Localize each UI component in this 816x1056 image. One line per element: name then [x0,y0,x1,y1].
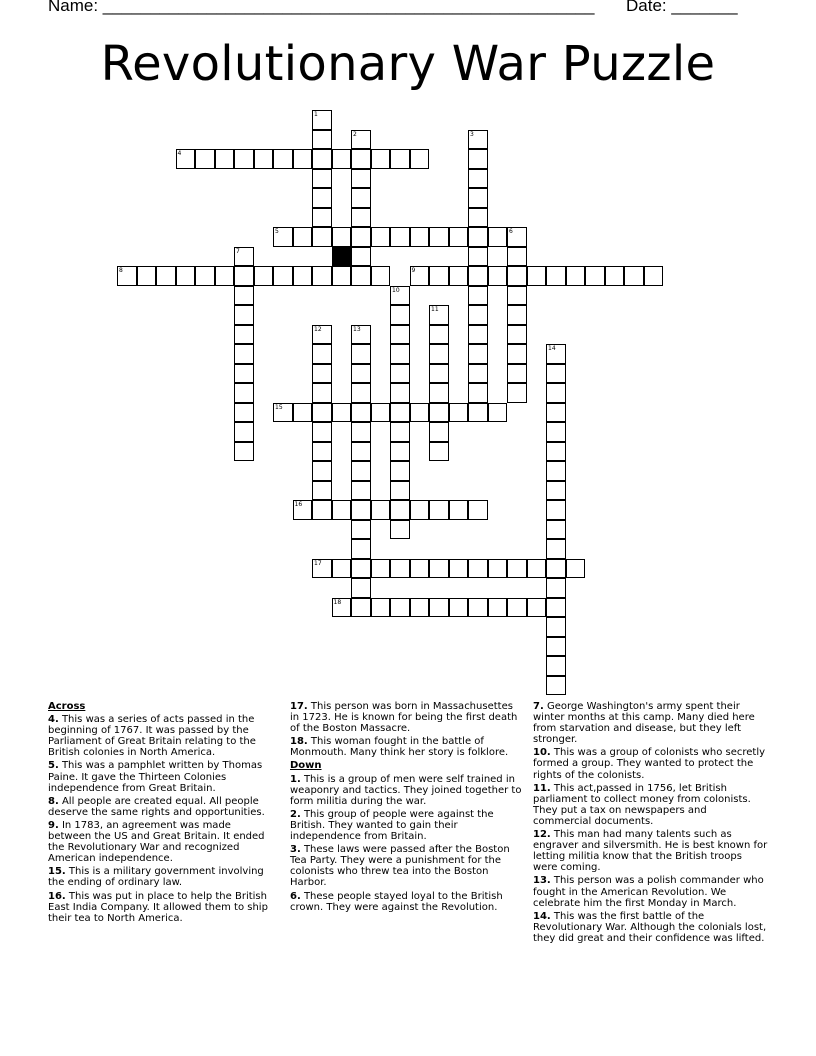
grid-cell[interactable] [351,539,371,559]
grid-cell[interactable] [312,559,332,579]
grid-cell[interactable] [351,422,371,442]
grid-cell[interactable] [468,344,488,364]
grid-cell[interactable] [254,149,274,169]
grid-cell[interactable] [546,364,566,384]
grid-cell[interactable] [351,403,371,423]
grid-cell[interactable] [410,403,430,423]
clues-column-1 [48,701,274,926]
grid-cell[interactable] [293,266,313,286]
grid-cell[interactable] [312,364,332,384]
grid-cell[interactable] [312,403,332,423]
grid-cell[interactable] [273,149,293,169]
grid-cell[interactable] [488,559,508,579]
grid-cell[interactable] [410,598,430,618]
grid-cell[interactable] [546,344,566,364]
grid-cell[interactable] [390,442,410,462]
grid-cell[interactable] [429,500,449,520]
grid-cell[interactable] [546,481,566,501]
clue-number: 13 [353,325,361,333]
grid-cell[interactable] [273,227,293,247]
grid-cell[interactable] [234,325,254,345]
grid-cell[interactable] [312,227,332,247]
clue-across-9: 9. In 1783, an agreement was made between the US and Great Britain. It ended the Revolutionary War and recognized American independence. [48,819,265,865]
grid-cell[interactable] [468,403,488,423]
grid-cell[interactable] [468,266,488,286]
grid-cell[interactable] [429,383,449,403]
grid-cell[interactable] [449,227,469,247]
puzzle-title: Revolutionary War Puzzle [100,36,716,92]
grid-cell[interactable] [234,149,254,169]
grid-cell[interactable] [351,169,371,189]
grid-cell[interactable] [371,266,391,286]
grid-cell[interactable] [390,364,410,384]
clue-down-14: 14. This was the first battle of the Revolutionary War. Although the colonials lost, they did great and their confidence was lifted. [533,910,767,944]
clue-number: 12 [314,325,322,333]
grid-cell[interactable] [468,188,488,208]
grid-cell[interactable] [527,598,547,618]
clue-number: 5 [275,228,279,235]
grid-cell[interactable] [390,403,410,423]
grid-cell[interactable] [371,227,391,247]
grid-cell[interactable] [390,598,410,618]
grid-cell[interactable] [546,422,566,442]
grid-cell[interactable] [351,500,371,520]
grid-cell[interactable] [351,208,371,228]
grid-cell[interactable] [351,247,371,267]
grid-cell[interactable] [644,266,664,286]
clue-number: 9 [411,267,416,274]
grid-cell[interactable] [390,344,410,364]
grid-cell[interactable] [429,344,449,364]
grid-cell[interactable] [429,227,449,247]
grid-cell[interactable] [507,598,527,618]
grid-cell[interactable] [507,247,527,267]
grid-cell[interactable] [546,500,566,520]
grid-cell[interactable] [527,266,547,286]
grid-cell[interactable] [234,344,254,364]
grid-cell[interactable] [507,305,527,325]
grid-cell[interactable] [293,403,313,423]
grid-cell[interactable] [117,266,137,286]
grid-cell[interactable] [468,383,488,403]
clue-number: 6 [509,228,513,235]
clue-number: 11 [431,306,439,313]
grid-cell[interactable] [312,130,332,150]
grid-cell[interactable] [371,559,391,579]
grid-cell[interactable] [390,149,410,169]
grid-cell[interactable] [507,559,527,579]
grid-cell[interactable] [507,383,527,403]
grid-cell[interactable] [546,676,566,696]
grid-cell[interactable] [546,656,566,676]
grid-cell[interactable] [312,188,332,208]
grid-cell[interactable] [234,403,254,423]
clue-down-12: 12. This man had many talents such as engraver and silversmith. He is best known for letting militia know that the British troops were coming. [533,829,768,874]
clue-number: 4 [177,150,182,157]
grid-cell[interactable] [449,559,469,579]
grid-cell[interactable] [410,227,430,247]
grid-cell[interactable] [449,403,469,423]
name-field[interactable]: Name: ____________________________________________________ [48,0,595,15]
grid-cell[interactable] [507,364,527,384]
grid-cell[interactable] [371,403,391,423]
grid-cell[interactable] [429,403,449,423]
grid-cell[interactable] [488,403,508,423]
grid-cell[interactable] [468,325,488,345]
grid-cell[interactable] [429,422,449,442]
grid-cell[interactable] [351,149,371,169]
across-heading: Across [48,701,86,712]
clues-column-3 [533,701,768,946]
clue-down-6: 6. These people stayed loyal to the British crown. They were against the Revolution. [290,890,503,913]
grid-cell[interactable] [351,364,371,384]
grid-cell[interactable] [371,598,391,618]
clue-across-4: 4. This was a series of acts passed in the beginning of 1767. It was passed by the Parliament of Great Britain relating to the British colonies in North America. [48,714,256,759]
grid-cell[interactable] [468,130,488,150]
clue-number: 1 [314,111,318,118]
grid-cell[interactable] [312,344,332,364]
grid-cell[interactable] [137,266,157,286]
grid-cell[interactable] [351,344,371,364]
grid-cell[interactable] [273,403,293,423]
clue-number: 15 [275,403,283,411]
clue-number: 16 [294,501,303,508]
clue-number: 8 [119,267,123,274]
grid-cell[interactable] [293,227,313,247]
grid-cell[interactable] [507,266,527,286]
grid-cell[interactable] [527,559,547,579]
grid-cell[interactable] [488,227,508,247]
grid-cell[interactable] [546,598,566,618]
grid-cell[interactable] [351,383,371,403]
grid-cell[interactable] [312,422,332,442]
grid-cell[interactable] [410,500,430,520]
clue-across-5: 5. This was a pamphlet written by Thomas Paine. It gave the Thirteen Colonies independence from Great Britain. [48,760,263,794]
clue-number: 18 [333,598,342,606]
grid-cell[interactable] [410,149,430,169]
grid-cell[interactable] [351,266,371,286]
grid-cell[interactable] [312,208,332,228]
grid-cell[interactable] [566,266,586,286]
grid-cell[interactable] [312,110,332,130]
clue-across-17: 17. This person was born in Massachusettes in 1723. He is known for being the first death of the Boston Massacre. [290,701,518,735]
grid-cell[interactable] [468,559,488,579]
clue-number: 10 [392,286,400,294]
grid-cell[interactable] [176,266,196,286]
grid-cell[interactable] [488,598,508,618]
grid-cell[interactable] [468,286,488,306]
grid-cell[interactable] [390,500,410,520]
grid-cell[interactable] [546,403,566,423]
grid-cell[interactable] [351,578,371,598]
clue-across-18: 18. This woman fought in the battle of Monmouth. Many think her story is folklore. [290,736,509,759]
grid-cell[interactable] [332,598,352,618]
grid-cell[interactable] [468,169,488,189]
grid-cell[interactable] [293,149,313,169]
clue-down-13: 13. This person was a polish commander who fought in the American Revolution. We celebrate him the first Monday in March. [533,875,764,909]
grid-block [332,247,352,267]
grid-cell[interactable] [195,266,215,286]
clues-column-2 [290,701,522,915]
grid-cell[interactable] [234,286,254,306]
grid-cell[interactable] [390,305,410,325]
grid-cell[interactable] [351,559,371,579]
grid-cell[interactable] [234,305,254,325]
grid-cell[interactable] [234,247,254,267]
grid-cell[interactable] [507,344,527,364]
grid-cell[interactable] [156,266,176,286]
grid-cell[interactable] [429,266,449,286]
grid-cell[interactable] [429,364,449,384]
grid-cell[interactable] [410,266,430,286]
clue-number: 2 [353,130,357,138]
grid-cell[interactable] [312,481,332,501]
grid-cell[interactable] [332,266,352,286]
grid-cell[interactable] [546,442,566,462]
grid-cell[interactable] [429,325,449,345]
clue-down-10: 10. This was a group of colonists who secretly formed a group. They wanted to protect the rights of the colonists. [533,747,766,781]
clue-number: 7 [236,247,240,255]
grid-cell[interactable] [312,500,332,520]
grid-cell[interactable] [546,559,566,579]
grid-cell[interactable] [390,559,410,579]
grid-cell[interactable] [332,149,352,169]
grid-cell[interactable] [234,422,254,442]
clue-down-1: 1. This is a group of men were self trained in weaponry and tactics. They joined together to form militia during the war. [290,773,522,807]
grid-cell[interactable] [234,364,254,384]
grid-cell[interactable] [507,227,527,247]
grid-cell[interactable] [234,383,254,403]
grid-cell[interactable] [312,461,332,481]
grid-cell[interactable] [546,383,566,403]
clue-number: 17 [314,559,322,567]
grid-cell[interactable] [546,520,566,540]
grid-cell[interactable] [195,149,215,169]
clue-down-2: 2. This group of people were against the British. They wanted to gain their independence from Britain. [290,808,494,843]
grid-cell[interactable] [429,305,449,325]
grid-cell[interactable] [273,266,293,286]
grid-cell[interactable] [351,481,371,501]
grid-cell[interactable] [234,266,254,286]
grid-cell[interactable] [429,598,449,618]
grid-cell[interactable] [605,266,625,286]
grid-cell[interactable] [488,266,508,286]
down-heading: Down [290,760,322,772]
clue-across-8: 8. All people are created equal. All people deserve the same rights and opportunities. [48,795,265,818]
grid-cell[interactable] [351,130,371,150]
clue-number: 14 [548,345,556,352]
grid-cell[interactable] [312,169,332,189]
grid-cell[interactable] [449,500,469,520]
grid-cell[interactable] [390,383,410,403]
grid-cell[interactable] [546,617,566,637]
grid-cell[interactable] [332,403,352,423]
clue-down-11: 11. This act,passed in 1756, let British parliament to collect money from colonists. They put a tax on newspapers and commercial documents. [533,782,751,827]
grid-cell[interactable] [546,266,566,286]
grid-cell[interactable] [312,383,332,403]
grid-cell[interactable] [312,325,332,345]
grid-cell[interactable] [410,559,430,579]
grid-cell[interactable] [312,442,332,462]
grid-cell[interactable] [390,325,410,345]
grid-cell[interactable] [468,149,488,169]
grid-cell[interactable] [546,637,566,657]
grid-cell[interactable] [429,559,449,579]
grid-cell[interactable] [176,149,196,169]
clue-down-7: 7. George Washington's army spent their winter months at this camp. Many died here from starvation and disease, but they left stronger. [533,701,755,746]
grid-cell[interactable] [546,578,566,598]
grid-cell[interactable] [468,247,488,267]
grid-cell[interactable] [254,266,274,286]
grid-cell[interactable] [390,286,410,306]
grid-cell[interactable] [429,442,449,462]
grid-cell[interactable] [390,461,410,481]
clue-across-16: 16. This was put in place to help the British East India Company. It allowed them to ship their tea to North America. [48,890,268,924]
grid-cell[interactable] [468,305,488,325]
grid-cell[interactable] [390,422,410,442]
grid-cell[interactable] [332,227,352,247]
grid-cell[interactable] [351,227,371,247]
grid-cell[interactable] [351,520,371,540]
grid-cell[interactable] [371,149,391,169]
grid-cell[interactable] [390,481,410,501]
grid-cell[interactable] [371,500,391,520]
grid-cell[interactable] [449,598,469,618]
grid-cell[interactable] [507,286,527,306]
grid-cell[interactable] [332,559,352,579]
grid-cell[interactable] [468,208,488,228]
grid-cell[interactable] [468,364,488,384]
grid-cell[interactable] [332,500,352,520]
grid-cell[interactable] [566,559,586,579]
grid-cell[interactable] [585,266,605,286]
clue-down-3: 3. These laws were passed after the Boston Tea Party. They were a punishment for the colonists who threw tea into the Boston Harbor. [290,844,510,889]
grid-cell[interactable] [468,598,488,618]
grid-cell[interactable] [234,442,254,462]
grid-cell[interactable] [390,227,410,247]
date-field[interactable]: Date: _______ [626,0,738,15]
grid-cell[interactable] [624,266,644,286]
grid-cell[interactable] [507,325,527,345]
grid-cell[interactable] [351,442,371,462]
grid-cell[interactable] [468,227,488,247]
grid-cell[interactable] [390,520,410,540]
grid-cell[interactable] [312,266,332,286]
grid-cell[interactable] [546,461,566,481]
clue-number: 3 [470,130,474,138]
grid-cell[interactable] [312,149,332,169]
grid-cell[interactable] [351,598,371,618]
grid-cell[interactable] [546,539,566,559]
grid-cell[interactable] [215,149,235,169]
clue-across-15: 15. This is a military government involving the ending of ordinary law. [48,866,264,889]
grid-cell[interactable] [351,325,371,345]
grid-cell[interactable] [351,461,371,481]
grid-cell[interactable] [293,500,313,520]
grid-cell[interactable] [351,188,371,208]
grid-cell[interactable] [449,266,469,286]
grid-cell[interactable] [468,500,488,520]
grid-cell[interactable] [215,266,235,286]
